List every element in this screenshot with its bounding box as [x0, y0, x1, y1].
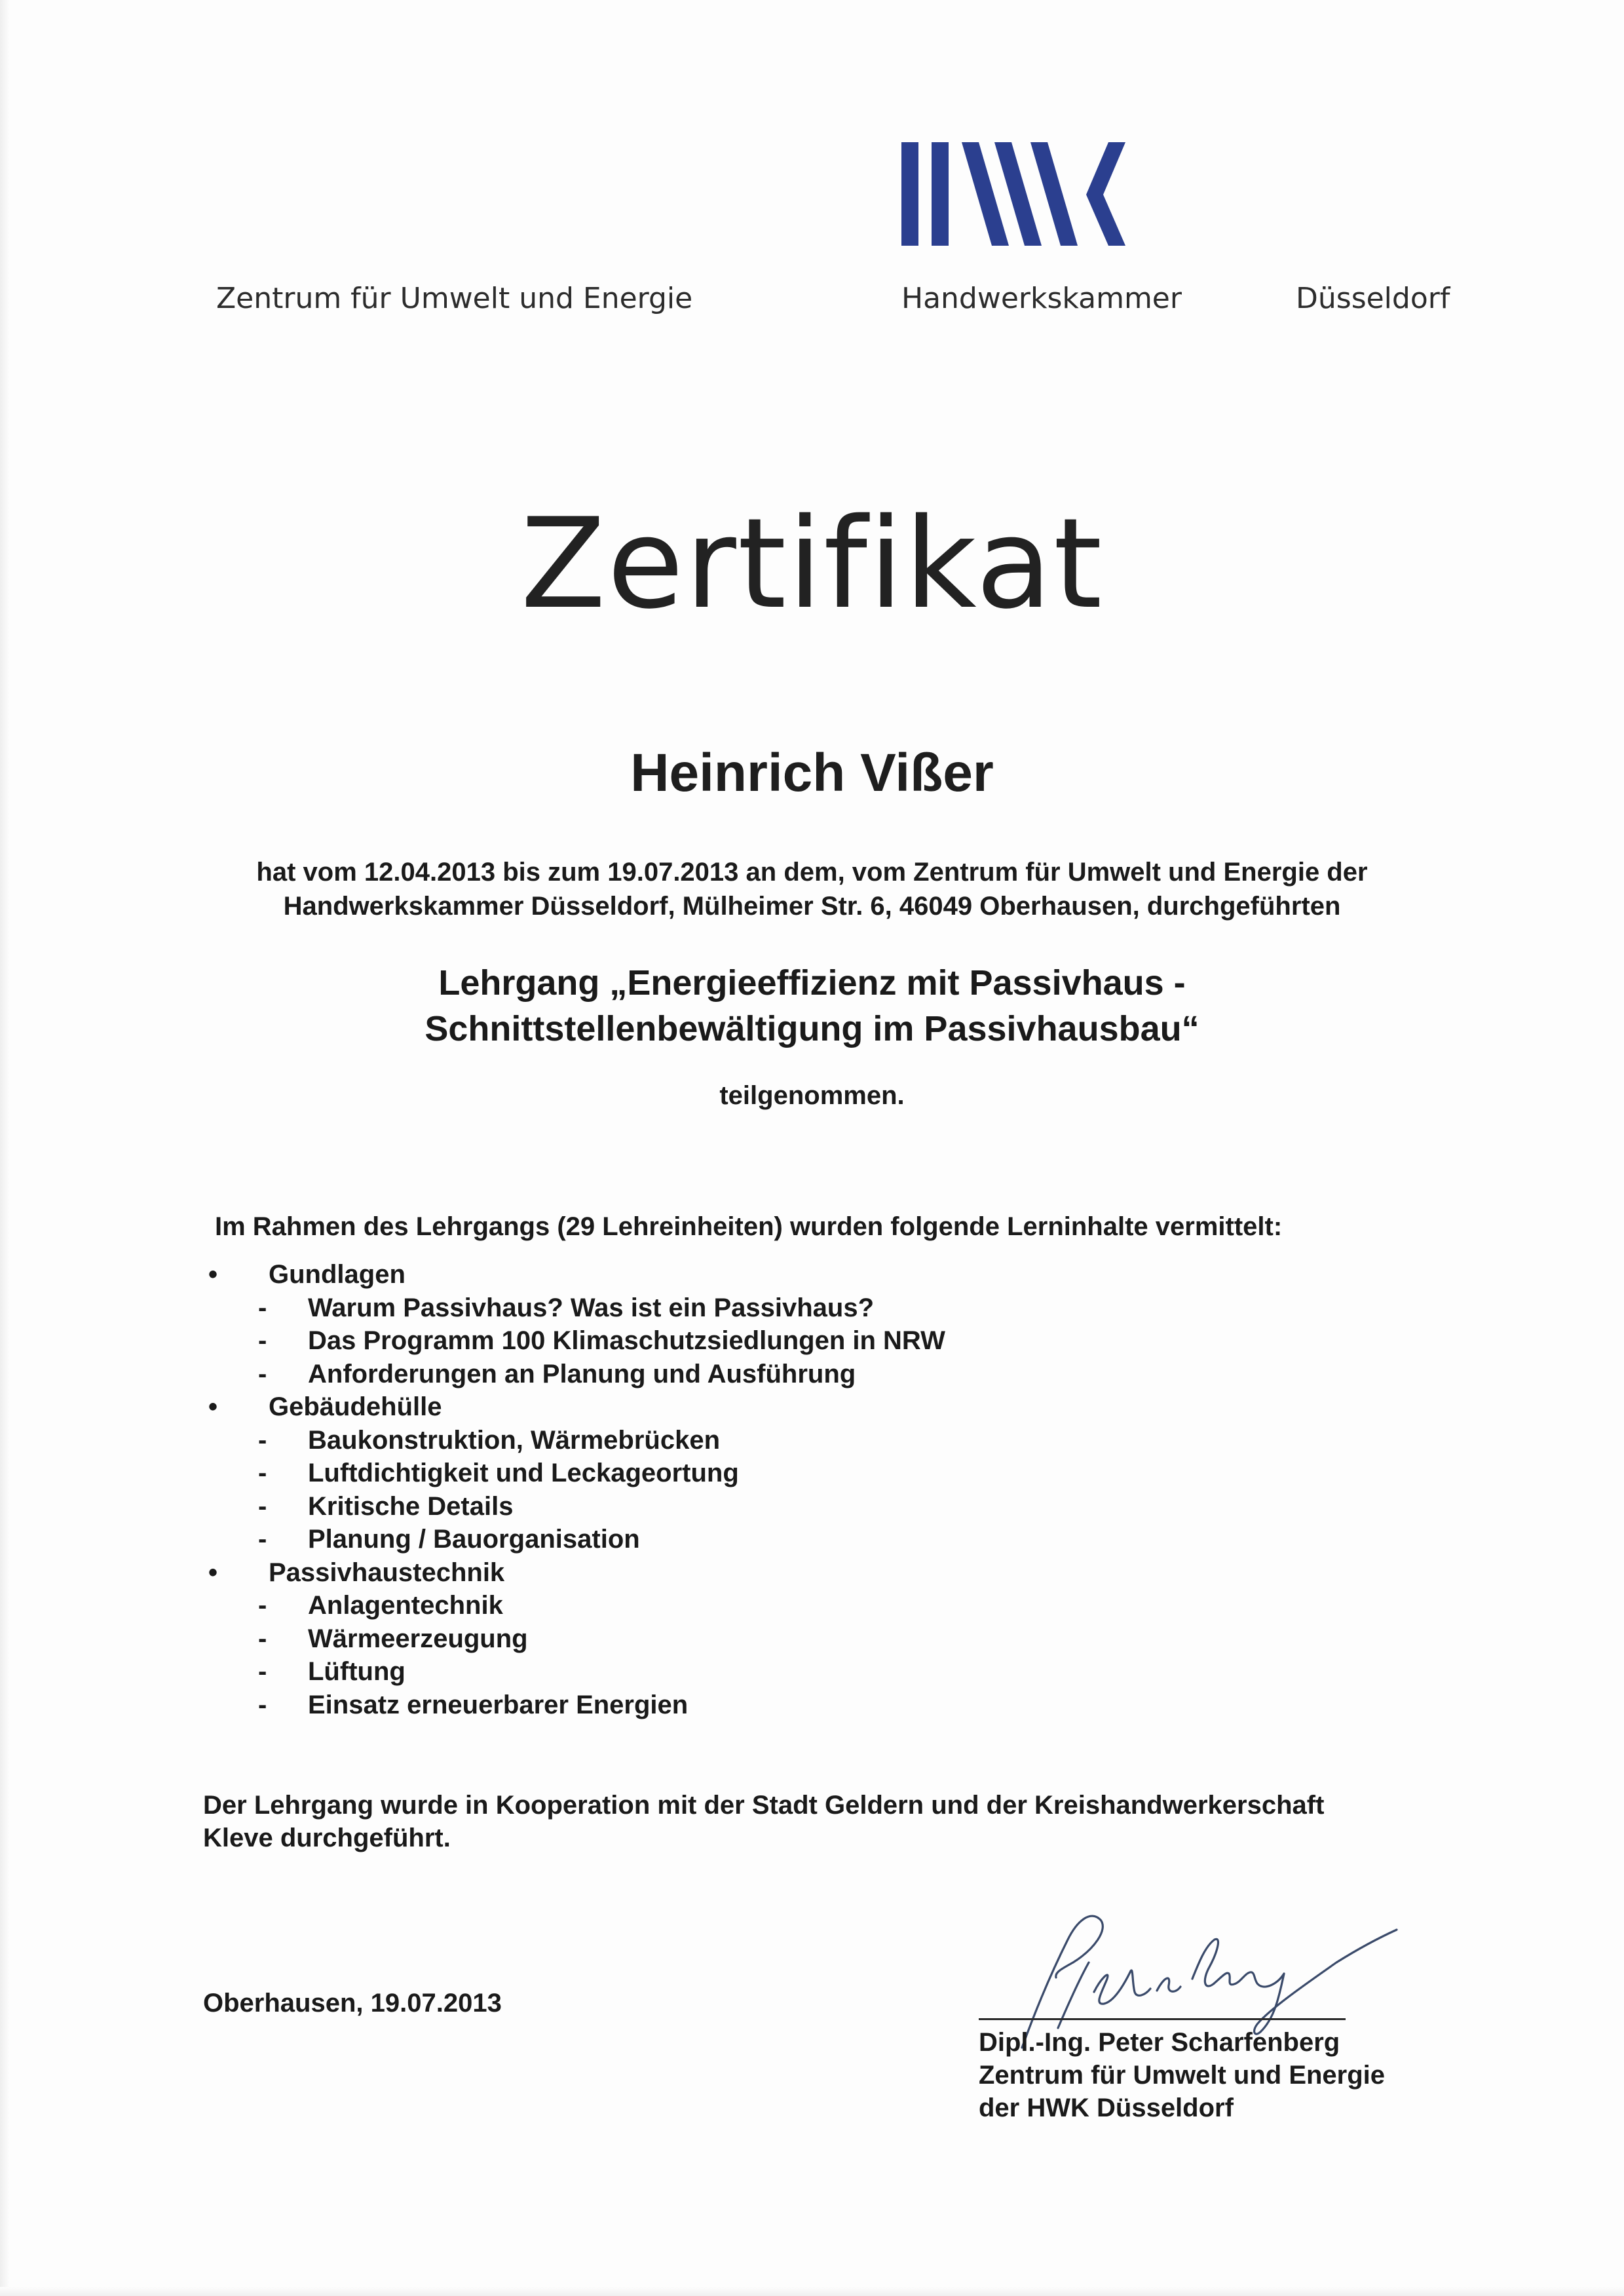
dash: - [258, 1624, 267, 1653]
dash: - [258, 1459, 267, 1487]
list-item-text: Kritische Details [308, 1491, 514, 1521]
list-item-text: Baukonstruktion, Wärmebrücken [308, 1425, 721, 1455]
dash: - [258, 1525, 267, 1554]
contents-intro: Im Rahmen des Lehrgangs (29 Lehreinheiten) wurden folgende Lerninhalte vermittelt: [215, 1212, 1283, 1241]
recipient-name: Heinrich Vißer [630, 743, 994, 803]
cooperation-note [203, 1789, 1448, 1854]
scan-bottom-edge [0, 2287, 1624, 2296]
signer-chamber: der HWK Düsseldorf [979, 2094, 1234, 2122]
dash: - [258, 1293, 267, 1322]
hwk-logo-strokes [901, 142, 1125, 246]
place-date: Oberhausen, 19.07.2013 [203, 1989, 502, 2018]
section-title: Gundlagen [269, 1260, 406, 1289]
list-item-text: Einsatz erneuerbarer Energien [308, 1690, 689, 1719]
dash: - [258, 1591, 267, 1620]
signer-organization: Zentrum für Umwelt und Energie [979, 2061, 1386, 2090]
cooperation-line-1: Der Lehrgang wurde in Kooperation mit der Stadt Geldern und der Kreishandwerkerschaft [203, 1791, 1325, 1820]
participated-text: teilgenommen. [719, 1081, 905, 1110]
list-item-text: Anlagentechnik [308, 1591, 503, 1620]
course-line-2: Schnittstellenbewältigung im Passivhausbau“ [425, 1009, 1199, 1048]
header-city: Düsseldorf [1296, 282, 1450, 315]
cooperation-line-2: Kleve durchgeführt. [203, 1824, 451, 1852]
header-center-name: Zentrum für Umwelt und Energie [216, 282, 693, 315]
section-title: Gebäudehülle [269, 1392, 442, 1421]
list-item-text: Planung / Bauorganisation [308, 1525, 640, 1554]
list-item-text: Luftdichtigkeit und Leckageortung [308, 1459, 739, 1487]
list-item-text: Lüftung [308, 1657, 406, 1686]
dash: - [258, 1657, 267, 1686]
bullet: • [208, 1260, 218, 1289]
intro-line-2: Handwerkskammer Düsseldorf, Mülheimer Str. 6, 46049 Oberhausen, durchgeführten [283, 892, 1341, 921]
dash: - [258, 1491, 267, 1521]
course-line-1: Lehrgang „Energieeffizienz mit Passivhaus - [438, 963, 1186, 1003]
header-chamber: Handwerkskammer [901, 282, 1182, 315]
dash: - [258, 1326, 267, 1355]
dash: - [258, 1690, 267, 1719]
intro-line-1: hat vom 12.04.2013 bis zum 19.07.2013 an dem, vom Zentrum für Umwelt und Energie der [256, 858, 1368, 887]
bullet: • [208, 1558, 218, 1587]
list-item-text: Wärmeerzeugung [308, 1624, 528, 1653]
bullet: • [208, 1392, 218, 1421]
list-item-text: Anforderungen an Planung und Ausführung [308, 1359, 856, 1388]
hwk-logo [896, 134, 1139, 252]
scan-edge [0, 0, 9, 2296]
list-item-text: Das Programm 100 Klimaschutzsiedlungen in NRW [308, 1326, 945, 1355]
course-title [0, 960, 1624, 1052]
dash: - [258, 1425, 267, 1455]
signer-name: Dipl.-Ing. Peter Scharfenberg [979, 2028, 1340, 2057]
dash: - [258, 1359, 267, 1388]
signature-line [979, 2018, 1346, 2020]
section-title: Passivhaustechnik [269, 1558, 505, 1587]
signer-block [979, 2026, 1385, 2124]
list-item-text: Warum Passivhaus? Was ist ein Passivhaus? [308, 1293, 875, 1322]
certificate-title: Zertifikat [520, 491, 1104, 636]
intro-paragraph [0, 855, 1624, 923]
